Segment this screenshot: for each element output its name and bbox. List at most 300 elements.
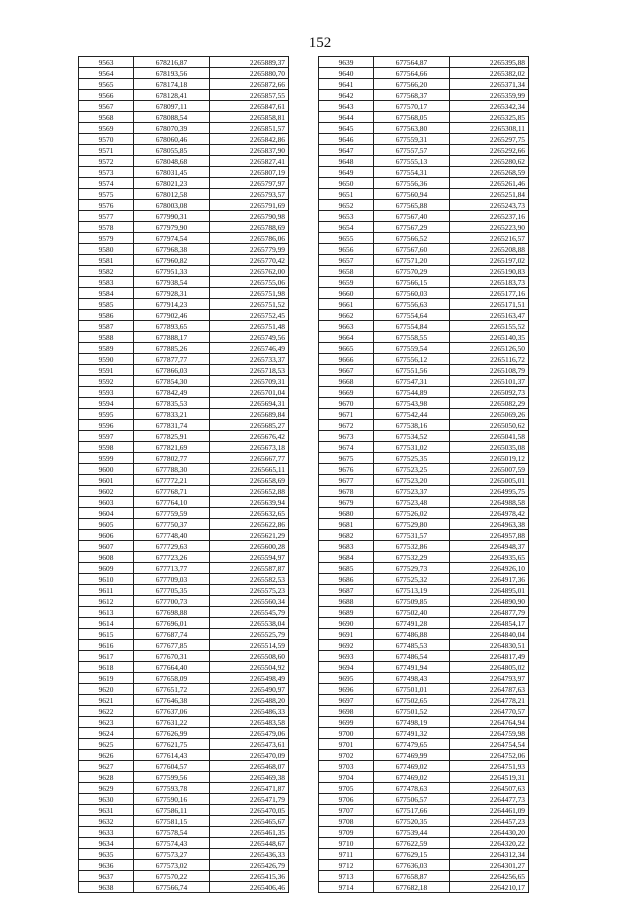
point-number-cell: 9647: [319, 145, 374, 156]
y-coordinate-cell: 2265101,37: [450, 376, 529, 387]
y-coordinate-cell: 2264895,01: [450, 585, 529, 596]
x-coordinate-cell: 677551,56: [374, 365, 450, 376]
y-coordinate-cell: 2264957,88: [450, 530, 529, 541]
point-number-cell: 9712: [319, 860, 374, 871]
point-number-cell: 9660: [319, 288, 374, 299]
y-coordinate-cell: 2265701,04: [210, 387, 289, 398]
y-coordinate-cell: 2265545,79: [210, 607, 289, 618]
point-number-cell: 9614: [79, 618, 134, 629]
y-coordinate-cell: 2265718,53: [210, 365, 289, 376]
x-coordinate-cell: 677788,30: [134, 464, 210, 475]
y-coordinate-cell: 2265582,53: [210, 574, 289, 585]
x-coordinate-cell: 677554,31: [374, 167, 450, 178]
point-number-cell: 9619: [79, 673, 134, 684]
y-coordinate-cell: 2265092,73: [450, 387, 529, 398]
y-coordinate-cell: 2265880,70: [210, 68, 289, 79]
x-coordinate-cell: 677529,73: [374, 563, 450, 574]
y-coordinate-cell: 2265436,33: [210, 849, 289, 860]
x-coordinate-cell: 677566,20: [374, 79, 450, 90]
point-number-cell: 9626: [79, 750, 134, 761]
x-coordinate-cell: 677709,03: [134, 574, 210, 585]
y-coordinate-cell: 2265371,34: [450, 79, 529, 90]
y-coordinate-cell: 2264778,21: [450, 695, 529, 706]
y-coordinate-cell: 2264430,20: [450, 827, 529, 838]
table-row: [79, 640, 289, 651]
x-coordinate-cell: 677696,01: [134, 618, 210, 629]
table-row: [79, 266, 289, 277]
table-row: [79, 673, 289, 684]
point-number-cell: 9698: [319, 706, 374, 717]
y-coordinate-cell: 2264948,37: [450, 541, 529, 552]
table-row: [79, 882, 289, 893]
table-row: [319, 332, 529, 343]
table-row: [79, 695, 289, 706]
point-number-cell: 9607: [79, 541, 134, 552]
x-coordinate-cell: 677835,53: [134, 398, 210, 409]
point-number-cell: 9675: [319, 453, 374, 464]
y-coordinate-cell: 2265658,69: [210, 475, 289, 486]
x-coordinate-cell: 677566,74: [134, 882, 210, 893]
y-coordinate-cell: 2265483,58: [210, 717, 289, 728]
y-coordinate-cell: 2265108,79: [450, 365, 529, 376]
table-row: [79, 871, 289, 882]
y-coordinate-cell: 2265508,60: [210, 651, 289, 662]
table-row: [79, 596, 289, 607]
table-row: [79, 508, 289, 519]
x-coordinate-cell: 677821,69: [134, 442, 210, 453]
y-coordinate-cell: 2265709,31: [210, 376, 289, 387]
y-coordinate-cell: 2264764,94: [450, 717, 529, 728]
table-row: [319, 618, 529, 629]
table-row: [79, 618, 289, 629]
point-number-cell: 9671: [319, 409, 374, 420]
y-coordinate-cell: 2265538,04: [210, 618, 289, 629]
table-row: [319, 805, 529, 816]
x-coordinate-cell: 677491,94: [374, 662, 450, 673]
table-row: [79, 783, 289, 794]
table-row: [319, 508, 529, 519]
x-coordinate-cell: 677914,23: [134, 299, 210, 310]
x-coordinate-cell: 677513,19: [374, 585, 450, 596]
x-coordinate-cell: 678012,58: [134, 189, 210, 200]
table-row: [79, 629, 289, 640]
table-row: [319, 464, 529, 475]
table-row: [79, 827, 289, 838]
x-coordinate-cell: 677833,21: [134, 409, 210, 420]
point-number-cell: 9687: [319, 585, 374, 596]
point-number-cell: 9588: [79, 332, 134, 343]
x-coordinate-cell: 677938,54: [134, 277, 210, 288]
y-coordinate-cell: 2265082,29: [450, 398, 529, 409]
table-row: [79, 68, 289, 79]
x-coordinate-cell: 677506,57: [374, 794, 450, 805]
point-number-cell: 9639: [319, 57, 374, 68]
point-number-cell: 9575: [79, 189, 134, 200]
x-coordinate-cell: 677491,32: [374, 728, 450, 739]
y-coordinate-cell: 2264770,57: [450, 706, 529, 717]
x-coordinate-cell: 677854,30: [134, 376, 210, 387]
x-coordinate-cell: 677574,43: [134, 838, 210, 849]
y-coordinate-cell: 2265297,75: [450, 134, 529, 145]
y-coordinate-cell: 2265486,33: [210, 706, 289, 717]
y-coordinate-cell: 2265041,58: [450, 431, 529, 442]
point-number-cell: 9689: [319, 607, 374, 618]
point-number-cell: 9630: [79, 794, 134, 805]
table-row: [79, 189, 289, 200]
table-row: [319, 739, 529, 750]
table-row: [79, 123, 289, 134]
y-coordinate-cell: 2265415,36: [210, 871, 289, 882]
table-row: [79, 255, 289, 266]
y-coordinate-cell: 2265857,55: [210, 90, 289, 101]
y-coordinate-cell: 2265126,50: [450, 343, 529, 354]
x-coordinate-cell: 677501,01: [374, 684, 450, 695]
table-row: [319, 156, 529, 167]
y-coordinate-cell: 2265268,59: [450, 167, 529, 178]
x-coordinate-cell: 677560,03: [374, 288, 450, 299]
y-coordinate-cell: 2265525,79: [210, 629, 289, 640]
x-coordinate-cell: 677885,26: [134, 343, 210, 354]
point-number-cell: 9665: [319, 343, 374, 354]
point-number-cell: 9606: [79, 530, 134, 541]
table-row: [79, 420, 289, 431]
table-row: [79, 134, 289, 145]
y-coordinate-cell: 2265208,88: [450, 244, 529, 255]
x-coordinate-cell: 677604,57: [134, 761, 210, 772]
point-number-cell: 9682: [319, 530, 374, 541]
x-coordinate-cell: 677567,40: [374, 211, 450, 222]
table-row: [79, 354, 289, 365]
y-coordinate-cell: 2265560,34: [210, 596, 289, 607]
point-number-cell: 9618: [79, 662, 134, 673]
x-coordinate-cell: 677670,31: [134, 651, 210, 662]
table-row: [79, 321, 289, 332]
y-coordinate-cell: 2265652,88: [210, 486, 289, 497]
y-coordinate-cell: 2265842,86: [210, 134, 289, 145]
y-coordinate-cell: 2265479,06: [210, 728, 289, 739]
table-row: [79, 761, 289, 772]
point-number-cell: 9628: [79, 772, 134, 783]
point-number-cell: 9635: [79, 849, 134, 860]
x-coordinate-cell: 677560,94: [374, 189, 450, 200]
x-coordinate-cell: 677534,52: [374, 431, 450, 442]
y-coordinate-cell: 2265116,72: [450, 354, 529, 365]
table-row: [79, 585, 289, 596]
point-number-cell: 9637: [79, 871, 134, 882]
y-coordinate-cell: 2265673,18: [210, 442, 289, 453]
table-row: [79, 860, 289, 871]
point-number-cell: 9688: [319, 596, 374, 607]
point-number-cell: 9649: [319, 167, 374, 178]
y-coordinate-cell: 2265665,11: [210, 464, 289, 475]
table-row: [319, 475, 529, 486]
y-coordinate-cell: 2264840,04: [450, 629, 529, 640]
x-coordinate-cell: 677990,31: [134, 211, 210, 222]
x-coordinate-cell: 678088,54: [134, 112, 210, 123]
x-coordinate-cell: 678031,45: [134, 167, 210, 178]
x-coordinate-cell: 678216,87: [134, 57, 210, 68]
y-coordinate-cell: 2265788,69: [210, 222, 289, 233]
point-number-cell: 9653: [319, 211, 374, 222]
x-coordinate-cell: 677614,43: [134, 750, 210, 761]
point-number-cell: 9571: [79, 145, 134, 156]
table-row: [79, 849, 289, 860]
y-coordinate-cell: 2265140,35: [450, 332, 529, 343]
table-row: [79, 332, 289, 343]
x-coordinate-cell: 677968,38: [134, 244, 210, 255]
y-coordinate-cell: 2265786,06: [210, 233, 289, 244]
x-coordinate-cell: 677478,63: [374, 783, 450, 794]
point-number-cell: 9707: [319, 805, 374, 816]
table-row: [319, 233, 529, 244]
x-coordinate-cell: 677565,88: [374, 200, 450, 211]
x-coordinate-cell: 677479,65: [374, 739, 450, 750]
table-row: [79, 717, 289, 728]
point-number-cell: 9642: [319, 90, 374, 101]
point-number-cell: 9667: [319, 365, 374, 376]
y-coordinate-cell: 2265261,46: [450, 178, 529, 189]
x-coordinate-cell: 677979,90: [134, 222, 210, 233]
y-coordinate-cell: 2264751,93: [450, 761, 529, 772]
table-row: [319, 321, 529, 332]
point-number-cell: 9596: [79, 420, 134, 431]
x-coordinate-cell: 678021,23: [134, 178, 210, 189]
table-row: [319, 90, 529, 101]
point-number-cell: 9565: [79, 79, 134, 90]
y-coordinate-cell: 2265190,83: [450, 266, 529, 277]
y-coordinate-cell: 2264805,02: [450, 662, 529, 673]
point-number-cell: 9641: [319, 79, 374, 90]
point-number-cell: 9705: [319, 783, 374, 794]
point-number-cell: 9645: [319, 123, 374, 134]
table-row: [79, 662, 289, 673]
y-coordinate-cell: 2265448,67: [210, 838, 289, 849]
table-row: [79, 607, 289, 618]
x-coordinate-cell: 677556,63: [374, 299, 450, 310]
table-row: [319, 453, 529, 464]
table-row: [319, 497, 529, 508]
table-row: [79, 772, 289, 783]
point-number-cell: 9621: [79, 695, 134, 706]
x-coordinate-cell: 677768,71: [134, 486, 210, 497]
point-number-cell: 9701: [319, 739, 374, 750]
y-coordinate-cell: 2264457,23: [450, 816, 529, 827]
table-row: [319, 79, 529, 90]
point-number-cell: 9651: [319, 189, 374, 200]
point-number-cell: 9601: [79, 475, 134, 486]
table-row: [319, 662, 529, 673]
point-number-cell: 9570: [79, 134, 134, 145]
y-coordinate-cell: 2265733,37: [210, 354, 289, 365]
point-number-cell: 9709: [319, 827, 374, 838]
table-row: [79, 442, 289, 453]
y-coordinate-cell: 2265498,49: [210, 673, 289, 684]
x-coordinate-cell: 677893,65: [134, 321, 210, 332]
point-number-cell: 9612: [79, 596, 134, 607]
point-number-cell: 9627: [79, 761, 134, 772]
x-coordinate-cell: 677564,66: [374, 68, 450, 79]
x-coordinate-cell: 677532,29: [374, 552, 450, 563]
y-coordinate-cell: 2265488,20: [210, 695, 289, 706]
point-number-cell: 9576: [79, 200, 134, 211]
y-coordinate-cell: 2265050,62: [450, 420, 529, 431]
point-number-cell: 9569: [79, 123, 134, 134]
table-row: [319, 827, 529, 838]
table-row: [319, 772, 529, 783]
point-number-cell: 9632: [79, 816, 134, 827]
point-number-cell: 9676: [319, 464, 374, 475]
table-row: [319, 277, 529, 288]
point-number-cell: 9672: [319, 420, 374, 431]
point-number-cell: 9568: [79, 112, 134, 123]
point-number-cell: 9574: [79, 178, 134, 189]
point-number-cell: 9657: [319, 255, 374, 266]
point-number-cell: 9583: [79, 277, 134, 288]
x-coordinate-cell: 677637,06: [134, 706, 210, 717]
x-coordinate-cell: 677622,59: [374, 838, 450, 849]
table-row: [319, 519, 529, 530]
table-row: [79, 101, 289, 112]
point-number-cell: 9680: [319, 508, 374, 519]
x-coordinate-cell: 678055,85: [134, 145, 210, 156]
point-number-cell: 9681: [319, 519, 374, 530]
table-row: [79, 739, 289, 750]
table-row: [319, 409, 529, 420]
point-number-cell: 9589: [79, 343, 134, 354]
y-coordinate-cell: 2265197,02: [450, 255, 529, 266]
point-number-cell: 9714: [319, 882, 374, 893]
x-coordinate-cell: 677626,99: [134, 728, 210, 739]
y-coordinate-cell: 2265791,69: [210, 200, 289, 211]
point-number-cell: 9585: [79, 299, 134, 310]
point-number-cell: 9646: [319, 134, 374, 145]
y-coordinate-cell: 2265751,48: [210, 321, 289, 332]
point-number-cell: 9622: [79, 706, 134, 717]
table-row: [79, 838, 289, 849]
x-coordinate-cell: 677567,29: [374, 222, 450, 233]
y-coordinate-cell: 2265694,31: [210, 398, 289, 409]
table-row: [79, 277, 289, 288]
table-row: [319, 244, 529, 255]
x-coordinate-cell: 677544,89: [374, 387, 450, 398]
table-row: [319, 717, 529, 728]
y-coordinate-cell: 2264995,75: [450, 486, 529, 497]
x-coordinate-cell: 677558,55: [374, 332, 450, 343]
point-number-cell: 9580: [79, 244, 134, 255]
y-coordinate-cell: 2265594,97: [210, 552, 289, 563]
table-row: [319, 838, 529, 849]
x-coordinate-cell: 677555,13: [374, 156, 450, 167]
table-row: [79, 310, 289, 321]
table-row: [79, 574, 289, 585]
table-row: [79, 288, 289, 299]
table-row: [79, 541, 289, 552]
y-coordinate-cell: 2265171,51: [450, 299, 529, 310]
y-coordinate-cell: 2265308,11: [450, 123, 529, 134]
table-row: [319, 189, 529, 200]
y-coordinate-cell: 2265587,87: [210, 563, 289, 574]
table-row: [79, 728, 289, 739]
y-coordinate-cell: 2265292,66: [450, 145, 529, 156]
point-number-cell: 9564: [79, 68, 134, 79]
y-coordinate-cell: 2264461,09: [450, 805, 529, 816]
x-coordinate-cell: 677526,02: [374, 508, 450, 519]
table-row: [79, 552, 289, 563]
table-row: [319, 145, 529, 156]
y-coordinate-cell: 2265468,07: [210, 761, 289, 772]
table-row: [79, 431, 289, 442]
y-coordinate-cell: 2265770,42: [210, 255, 289, 266]
y-coordinate-cell: 2264256,65: [450, 871, 529, 882]
x-coordinate-cell: 677498,43: [374, 673, 450, 684]
point-number-cell: 9624: [79, 728, 134, 739]
y-coordinate-cell: 2265019,12: [450, 453, 529, 464]
x-coordinate-cell: 677764,10: [134, 497, 210, 508]
table-row: [319, 442, 529, 453]
y-coordinate-cell: 2264752,06: [450, 750, 529, 761]
x-coordinate-cell: 677559,31: [374, 134, 450, 145]
y-coordinate-cell: 2264877,79: [450, 607, 529, 618]
y-coordinate-cell: 2265639,94: [210, 497, 289, 508]
x-coordinate-cell: 677523,48: [374, 497, 450, 508]
table-row: [319, 530, 529, 541]
y-coordinate-cell: 2265676,42: [210, 431, 289, 442]
point-number-cell: 9706: [319, 794, 374, 805]
point-number-cell: 9594: [79, 398, 134, 409]
y-coordinate-cell: 2265005,01: [450, 475, 529, 486]
x-coordinate-cell: 677750,37: [134, 519, 210, 530]
point-number-cell: 9587: [79, 321, 134, 332]
x-coordinate-cell: 677651,72: [134, 684, 210, 695]
point-number-cell: 9699: [319, 717, 374, 728]
y-coordinate-cell: 2265621,29: [210, 530, 289, 541]
y-coordinate-cell: 2265504,92: [210, 662, 289, 673]
y-coordinate-cell: 2265514,59: [210, 640, 289, 651]
y-coordinate-cell: 2264477,73: [450, 794, 529, 805]
x-coordinate-cell: 677563,80: [374, 123, 450, 134]
x-coordinate-cell: 677543,98: [374, 398, 450, 409]
y-coordinate-cell: 2265473,61: [210, 739, 289, 750]
x-coordinate-cell: 677502,65: [374, 695, 450, 706]
x-coordinate-cell: 677599,56: [134, 772, 210, 783]
x-coordinate-cell: 677802,77: [134, 453, 210, 464]
x-coordinate-cell: 677566,52: [374, 233, 450, 244]
table-row: [79, 387, 289, 398]
x-coordinate-cell: 677486,88: [374, 629, 450, 640]
point-number-cell: 9640: [319, 68, 374, 79]
point-number-cell: 9644: [319, 112, 374, 123]
point-number-cell: 9690: [319, 618, 374, 629]
table-row: [319, 123, 529, 134]
table-row: [79, 222, 289, 233]
table-row: [319, 783, 529, 794]
point-number-cell: 9674: [319, 442, 374, 453]
point-number-cell: 9616: [79, 640, 134, 651]
point-number-cell: 9685: [319, 563, 374, 574]
y-coordinate-cell: 2265461,35: [210, 827, 289, 838]
point-number-cell: 9602: [79, 486, 134, 497]
y-coordinate-cell: 2265471,79: [210, 794, 289, 805]
point-number-cell: 9710: [319, 838, 374, 849]
x-coordinate-cell: 677729,63: [134, 541, 210, 552]
x-coordinate-cell: 677629,15: [374, 849, 450, 860]
point-number-cell: 9581: [79, 255, 134, 266]
point-number-cell: 9579: [79, 233, 134, 244]
table-row: [79, 530, 289, 541]
table-row: [79, 563, 289, 574]
table-row: [319, 585, 529, 596]
x-coordinate-cell: 677888,17: [134, 332, 210, 343]
